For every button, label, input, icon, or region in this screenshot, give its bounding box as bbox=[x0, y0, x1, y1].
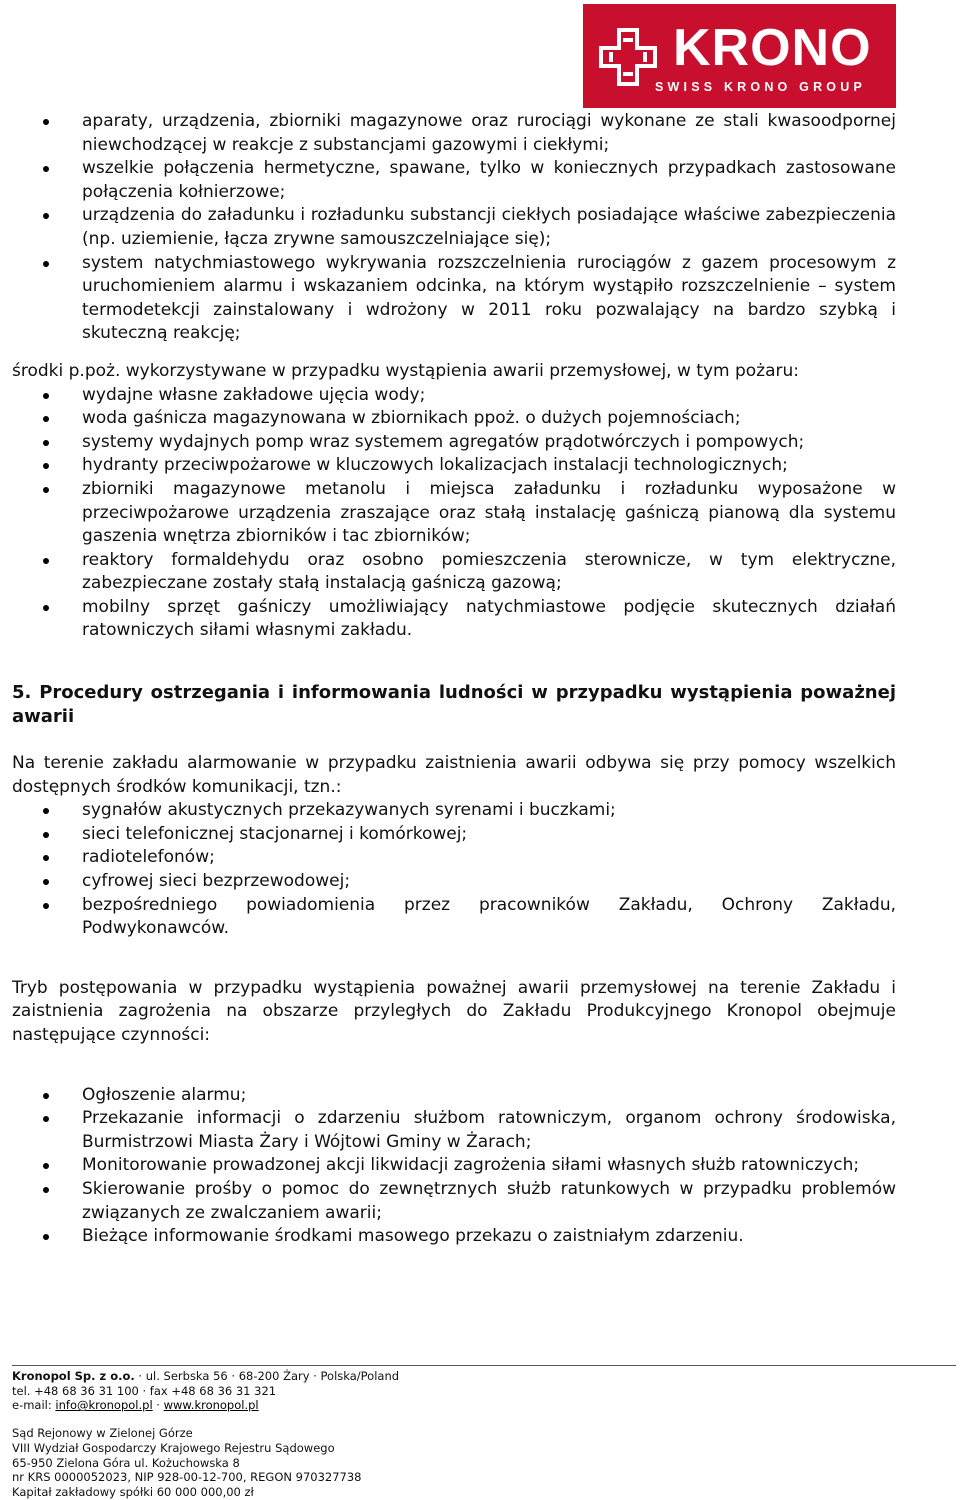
list-item: woda gaśnicza magazynowana w zbiornikach ppoż. o dużych pojemnościach; bbox=[12, 407, 896, 431]
share-capital: Kapitał zakładowy spółki 60 000 000,00 zł bbox=[12, 1484, 254, 1499]
footer bbox=[12, 1365, 956, 1500]
list-item: zbiorniki magazynowe metanolu i miejsca załadunku i rozładunku wyposażone w przeciwpożarowe urządzenia zraszające oraz stałą instalację gaśniczą pianową dla systemu gaszenia wnętrza zbiorników i tac zbiorników; bbox=[12, 478, 896, 549]
list-item: aparaty, urządzenia, zbiorniki magazynowe oraz rurociągi wykonane ze stali kwasoodpornej niewchodzącej w reakcje z substancjami gazowymi i ciekłymi; bbox=[12, 110, 896, 157]
krono-logo bbox=[583, 4, 896, 108]
list-item: urządzenia do załadunku i rozładunku substancji ciekłych posiadające właściwe zabezpieczenia (np. uziemienie, łącza zrywne samouszczelniające się); bbox=[12, 204, 896, 251]
procedure-intro: Tryb postępowania w przypadku wystąpienia poważnej awarii przemysłowej na terenie Zakładu i zaistnienia zagrożenia na obszarze przyległych do Zakładu Produkcyjnego Kronopol obejmuje następujące czynności: bbox=[12, 977, 896, 1045]
footer-address-line bbox=[12, 1369, 956, 1384]
list-item: sygnałów akustycznych przekazywanych syrenami i buczkami; bbox=[12, 799, 896, 823]
list-item: hydranty przeciwpożarowe w kluczowych lokalizacjach instalacji technologicznych; bbox=[12, 454, 896, 478]
list-item: Przekazanie informacji o zdarzeniu służbom ratowniczym, organom ochrony środowiska, Burmistrzowi Miasta Żary i Wójtowi Gminy w Żarach; bbox=[12, 1107, 896, 1154]
logo-tagline: SWISS KRONO GROUP bbox=[655, 80, 866, 94]
alarm-means-list bbox=[12, 799, 896, 941]
document-body bbox=[12, 110, 896, 1249]
footer-phone: tel. +48 68 36 31 100 · fax +48 68 36 31 321 bbox=[12, 1383, 277, 1398]
fire-measures-intro: środki p.poż. wykorzystywane w przypadku wystąpienia awarii przemysłowej, w tym pożaru: bbox=[12, 360, 800, 381]
equipment-list bbox=[12, 110, 896, 346]
email-label: e-mail: bbox=[12, 1398, 56, 1413]
footer-contact-line bbox=[12, 1398, 956, 1413]
court-name: Sąd Rejonowy w Zielonej Górze bbox=[12, 1426, 193, 1441]
list-item: mobilny sprzęt gaśniczy umożliwiający natychmiastowe podjęcie skutecznych działań ratowniczych siłami własnymi zakładu. bbox=[12, 596, 896, 643]
cross-logo-icon bbox=[597, 26, 659, 88]
list-item: wszelkie połączenia hermetyczne, spawane, tylko w koniecznych przypadkach zastosowane połączenia kołnierzowe; bbox=[12, 157, 896, 204]
list-item: systemy wydajnych pomp wraz systemem agregatów prądotwórczych i pompowych; bbox=[12, 431, 896, 455]
list-item: Ogłoszenie alarmu; bbox=[12, 1084, 896, 1108]
fire-measures-list bbox=[12, 384, 896, 644]
court-address: 65-950 Zielona Góra ul. Kożuchowska 8 bbox=[12, 1455, 240, 1470]
section-heading: 5. Procedury ostrzegania i informowania ludności w przypadku wystąpienia poważnej awarii bbox=[12, 682, 896, 728]
company-name: Kronopol Sp. z o.o. bbox=[12, 1369, 135, 1383]
registry-numbers: nr KRS 0000052023, NIP 928-00-12-700, REGON 970327738 bbox=[12, 1470, 362, 1485]
list-item: cyfrowej sieci bezprzewodowej; bbox=[12, 870, 896, 894]
court-division: VIII Wydział Gospodarczy Krajowego Rejestru Sądowego bbox=[12, 1440, 335, 1455]
list-item: bezpośredniego powiadomienia przez pracowników Zakładu, Ochrony Zakładu, Podwykonawców. bbox=[12, 894, 896, 941]
list-item: Monitorowanie prowadzonej akcji likwidacji zagrożenia siłami własnych służb ratowniczych; bbox=[12, 1154, 896, 1178]
company-address: · ul. Serbska 56 · 68-200 Żary · Polska/Poland bbox=[134, 1369, 400, 1383]
logo-name: KRONO bbox=[673, 19, 872, 77]
list-item: Bieżące informowanie środkami masowego przekazu o zaistniałym zdarzeniu. bbox=[12, 1225, 896, 1249]
alarm-intro: Na terenie zakładu alarmowanie w przypadku zaistnienia awarii odbywa się przy pomocy wszelkich dostępnych środków komunikacji, tzn.: bbox=[12, 753, 896, 797]
list-item: Skierowanie prośby o pomoc do zewnętrznych służb ratunkowych w przypadku problemów związanych ze zwalczaniem awarii; bbox=[12, 1178, 896, 1225]
list-item: sieci telefonicznej stacjonarnej i komórkowej; bbox=[12, 823, 896, 847]
list-item: radiotelefonów; bbox=[12, 846, 896, 870]
list-item: system natychmiastowego wykrywania rozszczelnienia rurociągów z gazem procesowym z uruchomieniem alarmu i wskazaniem odcinka, na którym wystąpiło rozszczelnienie – system termodetekcji zainstalowany i wdrożony w 2011 roku pozwalający na bardzo szybką i skuteczną reakcję; bbox=[12, 252, 896, 346]
list-item: reaktory formaldehydu oraz osobno pomieszczenia sterownicze, w tym elektryczne, zabezpieczane zostały stałą instalacją gaśniczą gazową; bbox=[12, 549, 896, 596]
separator: · bbox=[152, 1398, 164, 1413]
list-item: wydajne własne zakładowe ujęcia wody; bbox=[12, 384, 896, 408]
website-link[interactable]: www.kronopol.pl bbox=[163, 1398, 259, 1413]
email-link[interactable]: info@kronopol.pl bbox=[55, 1398, 153, 1413]
procedure-steps-list bbox=[12, 1084, 896, 1249]
